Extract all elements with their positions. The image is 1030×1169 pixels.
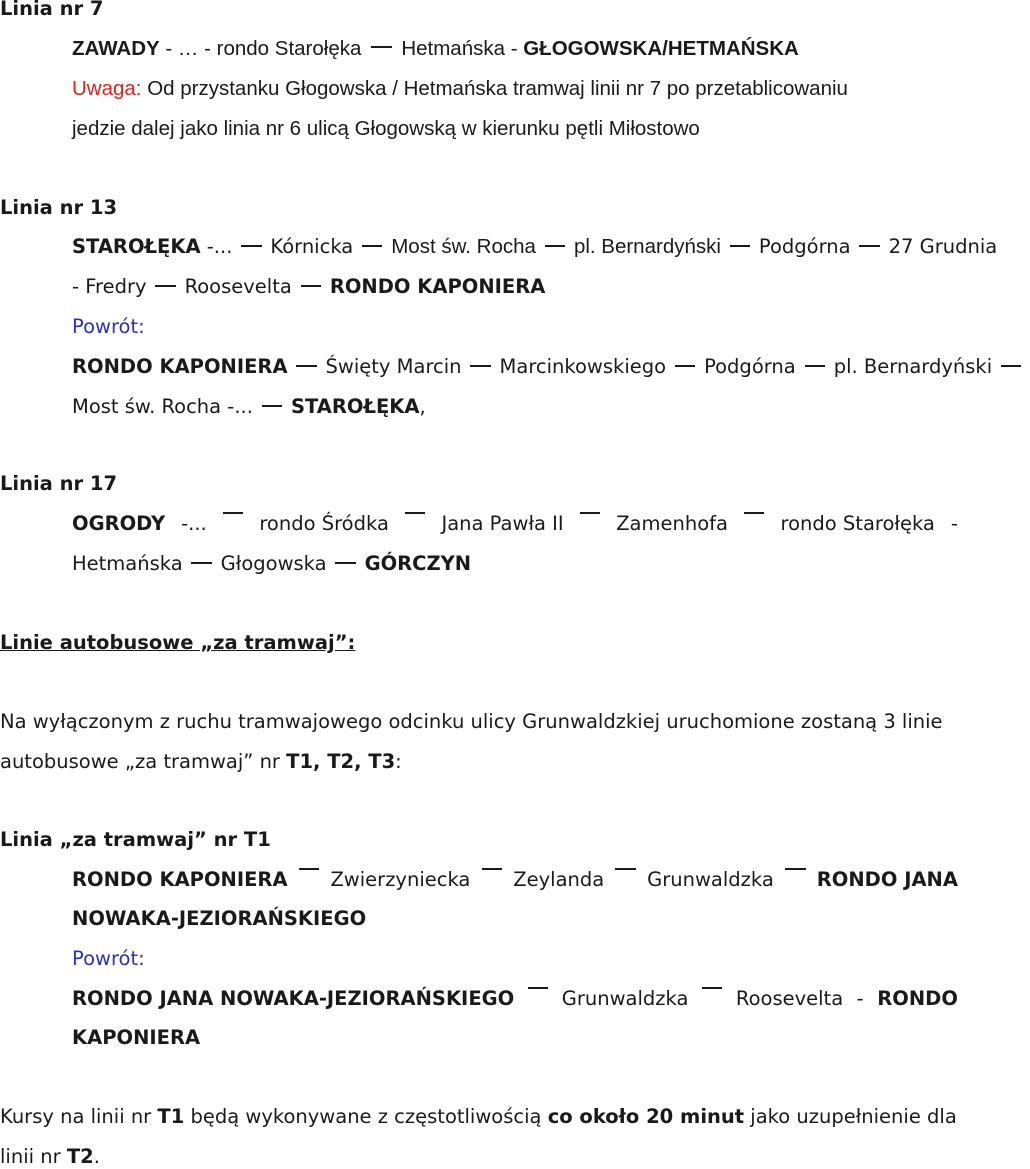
- stop: Roosevelta: [735, 987, 844, 1010]
- line-17-route-2: [72, 552, 471, 576]
- line-7-title: Linia nr 7: [0, 0, 104, 20]
- route-dash: [730, 245, 750, 247]
- stop: - Fredry: [72, 275, 147, 298]
- route-dash: [580, 512, 600, 514]
- route-dash: [805, 365, 825, 367]
- stop: Zeylanda: [513, 868, 605, 891]
- stop: rondo Starołęka: [780, 512, 935, 535]
- stop: OGRODY: [72, 512, 166, 535]
- stop: Marcinkowskiego: [499, 355, 667, 378]
- stop: Podgórna: [704, 355, 796, 378]
- frequency: co około 20 minut: [547, 1105, 745, 1128]
- line-t1-return-route-1: [72, 987, 958, 1011]
- line-code: T1: [157, 1105, 185, 1128]
- footer-line-1: [0, 1105, 957, 1129]
- stop: Jana Pawła II: [441, 512, 564, 535]
- route-dash: [299, 868, 319, 870]
- line-13-title: Linia nr 13: [0, 196, 118, 219]
- route-dash: [241, 245, 261, 247]
- line-17-route-1: [72, 512, 958, 536]
- route-dash: [296, 365, 316, 367]
- route-dash: [301, 285, 321, 287]
- footer-line-2: [0, 1145, 100, 1169]
- route-dash: [615, 868, 635, 870]
- stop: RONDO: [877, 987, 958, 1010]
- line-t1-route-1: [72, 868, 958, 892]
- stop: RONDO JANA: [816, 868, 958, 891]
- stop: RONDO KAPONIERA: [72, 355, 288, 378]
- stop: RONDO JANA NOWAKA-JEZIORAŃSKIEGO: [72, 987, 515, 1010]
- line-t1-title: Linia „za tramwaj” nr T1: [0, 828, 271, 851]
- route-sep: -: [856, 987, 864, 1010]
- line-13-route-1: [72, 235, 997, 259]
- stop: Zwierzyniecka: [330, 868, 471, 891]
- paragraph-text: Kursy na linii nr: [0, 1105, 158, 1128]
- note-text: Od przystanku Głogowska / Hetmańska tramwaj linii nr 7 po przetablicowaniu: [147, 77, 848, 100]
- stop: Hetmańska: [72, 552, 183, 575]
- route-sep: -: [505, 37, 524, 60]
- line-t1-route-2: NOWAKA-JEZIORAŃSKIEGO: [72, 907, 367, 930]
- route-sep: -...: [181, 512, 207, 535]
- line-7-route: [72, 37, 799, 61]
- line-13-return-label: Powrót:: [72, 315, 145, 338]
- paragraph-text: autobusowe „za tramwaj” nr: [0, 750, 287, 773]
- paragraph-text: jako uzupełnienie dla: [744, 1105, 957, 1128]
- route-dash: [702, 987, 722, 989]
- route-dash: [482, 868, 502, 870]
- stop: Zamenhofa: [616, 512, 728, 535]
- stop: rondo Śródka: [259, 512, 389, 535]
- bus-lines-heading: Linie autobusowe „za tramwaj”:: [0, 631, 356, 654]
- route-dash: [371, 46, 393, 48]
- route-dash: [545, 245, 565, 247]
- stop: Grunwaldzka: [647, 868, 774, 891]
- punctuation: ,: [419, 395, 426, 418]
- stop: Roosevelta: [184, 275, 292, 298]
- stop: GÓRCZYN: [364, 552, 472, 575]
- route-dash: [405, 512, 425, 514]
- stop: Głogowska: [220, 552, 327, 575]
- stop: Kórnicka: [270, 235, 354, 258]
- route-dash: [1001, 365, 1021, 367]
- stop: 27 Grudnia: [888, 235, 998, 258]
- line-t1-return-label: Powrót:: [72, 947, 145, 970]
- note-label: Uwaga:: [72, 77, 142, 100]
- stop: RONDO KAPONIERA: [329, 275, 546, 298]
- line-7-note: [72, 77, 848, 101]
- bus-paragraph-line-1: Na wyłączonym z ruchu tramwajowego odcinku ulicy Grunwaldzkiej uruchomione zostaną 3 linie: [0, 710, 943, 733]
- stop: Most św. Rocha: [391, 235, 536, 258]
- punctuation: .: [93, 1145, 100, 1168]
- route-sep: -...: [206, 235, 233, 258]
- line-17-title: Linia nr 17: [0, 472, 118, 495]
- line-7-note-cont: jedzie dalej jako linia nr 6 ulicą Głogowską w kierunku pętli Miłostowo: [72, 117, 700, 140]
- bus-line-codes: T1, T2, T3: [286, 750, 396, 773]
- route-dash: [675, 365, 695, 367]
- line-13-route-2: [72, 275, 545, 299]
- paragraph-text: będą wykonywane z częstotliwością: [184, 1105, 548, 1128]
- line-t1-return-route-2: KAPONIERA: [72, 1026, 201, 1049]
- route-dash: [191, 562, 211, 564]
- stop: Most św. Rocha -...: [72, 395, 253, 418]
- paragraph-text: linii nr: [0, 1145, 67, 1168]
- route-dash: [470, 365, 490, 367]
- route-dash: [155, 285, 175, 287]
- stop: Podgórna: [758, 235, 851, 258]
- stop: RONDO KAPONIERA: [72, 868, 288, 891]
- line-13-return-route-2: [72, 395, 426, 419]
- route-dash: [262, 405, 282, 407]
- stop-start: ZAWADY: [72, 37, 160, 60]
- stop: STAROŁĘKA: [72, 235, 201, 258]
- stop: Hetmańska: [401, 37, 506, 60]
- route-dash: [362, 245, 382, 247]
- bus-paragraph-line-2: [0, 750, 402, 774]
- stop: STAROŁĘKA: [290, 395, 420, 418]
- route-sep: -: [950, 512, 958, 535]
- route-dash: [223, 512, 243, 514]
- line-code: T2: [66, 1145, 94, 1168]
- route-sep: - … -: [159, 37, 217, 60]
- stop: rondo Starołęka: [216, 37, 362, 60]
- route-dash: [335, 562, 355, 564]
- route-dash: [785, 868, 805, 870]
- line-13-return-route-1: [72, 355, 1030, 379]
- route-dash: [528, 987, 548, 989]
- stop: pl. Bernardyński: [573, 235, 721, 258]
- route-dash: [859, 245, 879, 247]
- stop: pl. Bernardyński: [833, 355, 993, 378]
- route-dash: [744, 512, 764, 514]
- punctuation: :: [395, 750, 402, 773]
- stop: Święty Marcin: [325, 355, 462, 378]
- stop: Grunwaldzka: [561, 987, 689, 1010]
- stop-end: GŁOGOWSKA/HETMAŃSKA: [523, 37, 799, 60]
